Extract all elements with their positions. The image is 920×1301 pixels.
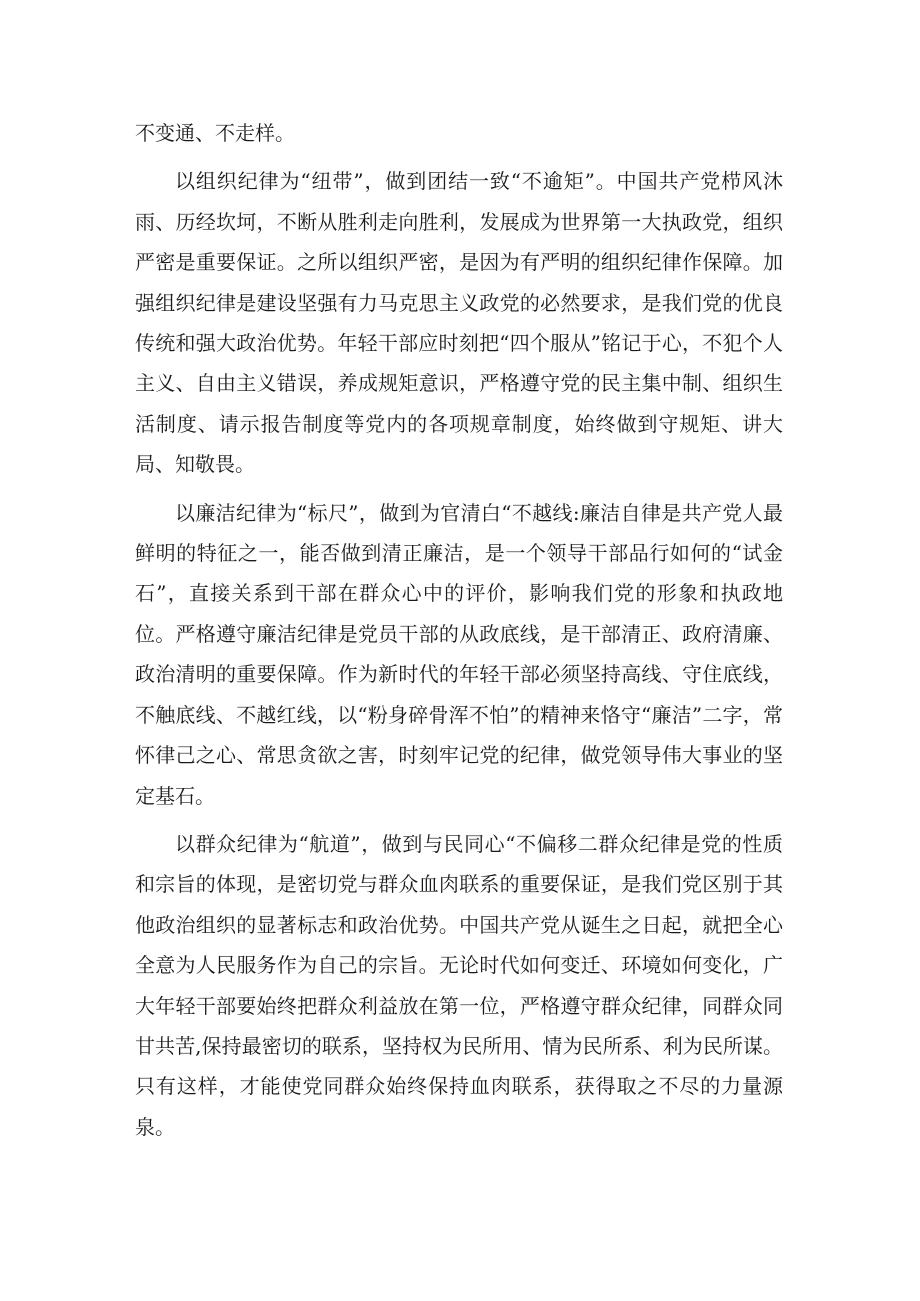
paragraph-continuation: 不变通、不走样。 xyxy=(135,121,295,145)
paragraph-mass-discipline: 以群众纪律为“航道”，做到与民同心“不偏移二群众纪律是党的性质和宗旨的体现，是密切党与群众血肉联系的重要保证，是我们党区别于其他政治组织的显著标志和政治优势。中国共产党从诞生之日起，就把全心全意为人民服务作为自己的宗旨。无论时代如何变迁、环境如何变化，广大年轻干部要始终把群众利益放在第一位，严格遵守群众纪律，同群众同甘共苦,保持最密切的联系，坚持权为民所用、情为民所系、利为民所谋。只有这样，才能使党同群众始终保持血肉联系，获得取之不尽的力量源泉。 xyxy=(135,831,783,1139)
paragraph-integrity-discipline: 以廉洁纪律为“标尺”，做到为官清白“不越线:廉洁自律是共产党人最鲜明的特征之一，能否做到清正廉洁，是一个领导干部品行如何的“试金石”，直接关系到干部在群众心中的评价，影响我们党的形象和执政地位。严格遵守廉洁纪律是党员干部的从政底线，是干部清正、政府清廉、政治清明的重要保障。作为新时代的年轻干部必须坚持高线、守住底线，不触底线、不越红线，以“粉身碎骨浑不怕”的精神来恪守“廉洁”二字，常怀律己之心、常思贪欲之害，时刻牢记党的纪律，做党领导伟大事业的坚定基石。 xyxy=(135,500,783,808)
paragraph-organization-discipline: 以组织纪律为“纽带”，做到团结一致“不逾矩”。中国共产党栉风沐雨、历经坎坷，不断从胜利走向胜利，发展成为世界第一大执政党，组织严密是重要保证。之所以组织严密，是因为有严明的组织纪律作保障。加强组织纪律是建设坚强有力马克思主义政党的必然要求，是我们党的优良传统和强大政治优势。年轻干部应时刻把“四个服从”铭记于心，不犯个人主义、自由主义错误，养成规矩意识，严格遵守党的民主集中制、组织生活制度、请示报告制度等党内的各项规章制度，始终做到守规矩、讲大局、知敬畏。 xyxy=(135,169,783,477)
document-body xyxy=(135,113,783,1147)
